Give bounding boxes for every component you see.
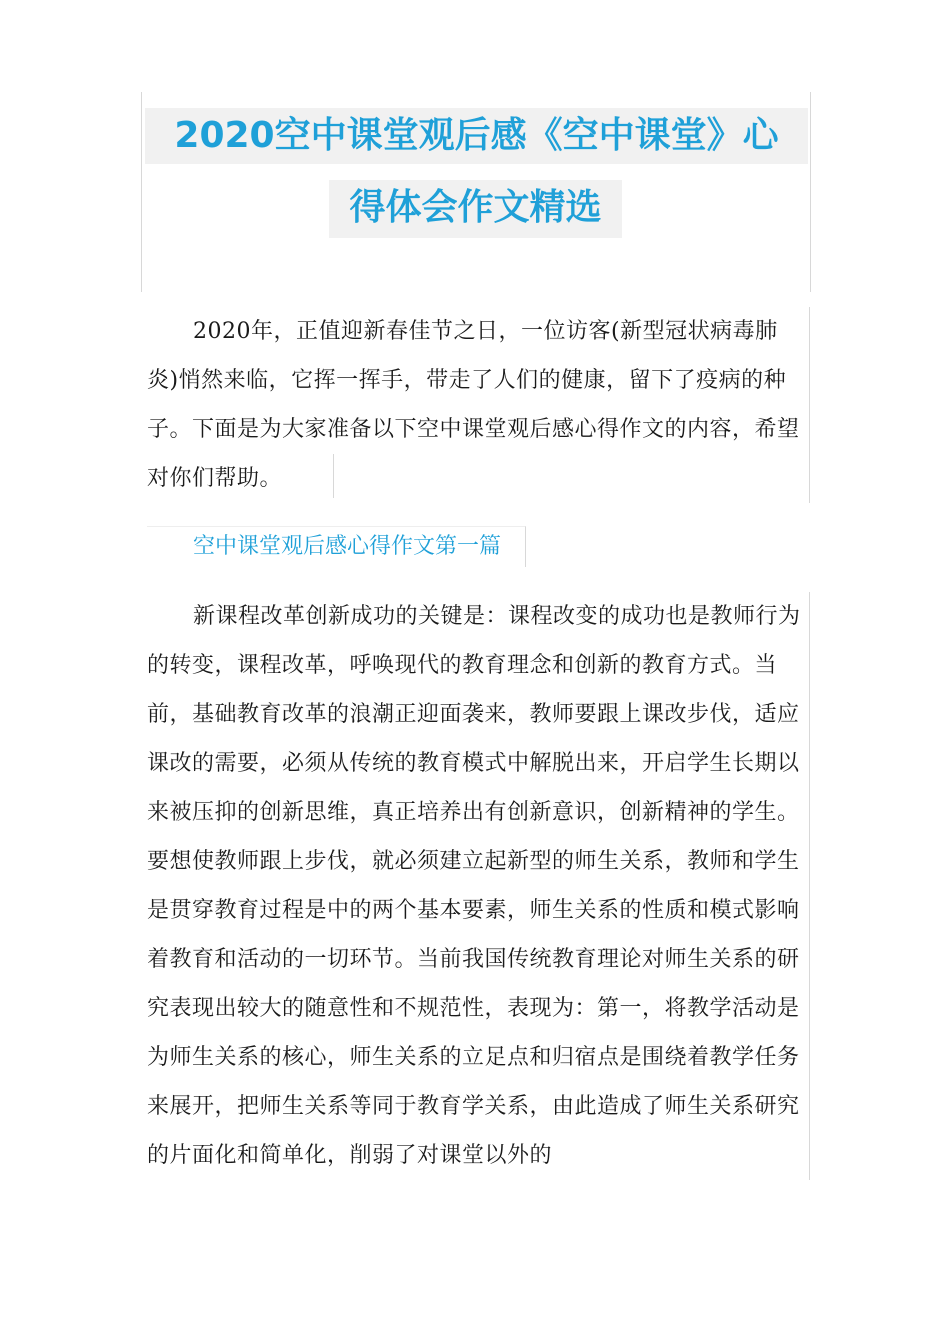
body-paragraph: [147, 592, 810, 1180]
section-heading-box: [147, 526, 526, 567]
document-title-line-2: 得体会作文精选: [329, 180, 622, 238]
document-title-line-1: 2020空中课堂观后感《空中课堂》心: [145, 108, 808, 164]
intro-line-marker: [147, 454, 334, 498]
intro-text: 2020年，正值迎新春佳节之日，一位访客(新型冠状病毒肺炎)悄然来临，它挥一挥手，带走了人们的健康，留下了疫病的种子。下面是为大家准备以下空中课堂观后感心得作文的内容，希望对你们帮助。: [147, 319, 800, 491]
title-block: [141, 92, 811, 292]
section-heading: 空中课堂观后感心得作文第一篇: [193, 534, 502, 559]
body-text: 新课程改革创新成功的关键是：课程改变的成功也是教师行为的转变，课程改革，呼唤现代的教育理念和创新的教育方式。当前，基础教育改革的浪潮正迎面袭来，教师要跟上课改步伐，适应课改的需要，必须从传统的教育模式中解脱出来，开启学生长期以来被压抑的创新思维，真正培养出有创新意识，创新精神的学生。要想使教师跟上步伐，就必须建立起新型的师生关系，教师和学生是贯穿教育过程是中的两个基本要素，师生关系的性质和模式影响着教育和活动的一切环节。当前我国传统教育理论对师生关系的研究表现出较大的随意性和不规范性，表现为：第一，将教学活动是为师生关系的核心，师生关系的立足点和归宿点是围绕着教学任务来展开，把师生关系等同于教育学关系，由此造成了师生关系研究的片面化和简单化，削弱了对课堂以外的: [147, 604, 801, 1168]
